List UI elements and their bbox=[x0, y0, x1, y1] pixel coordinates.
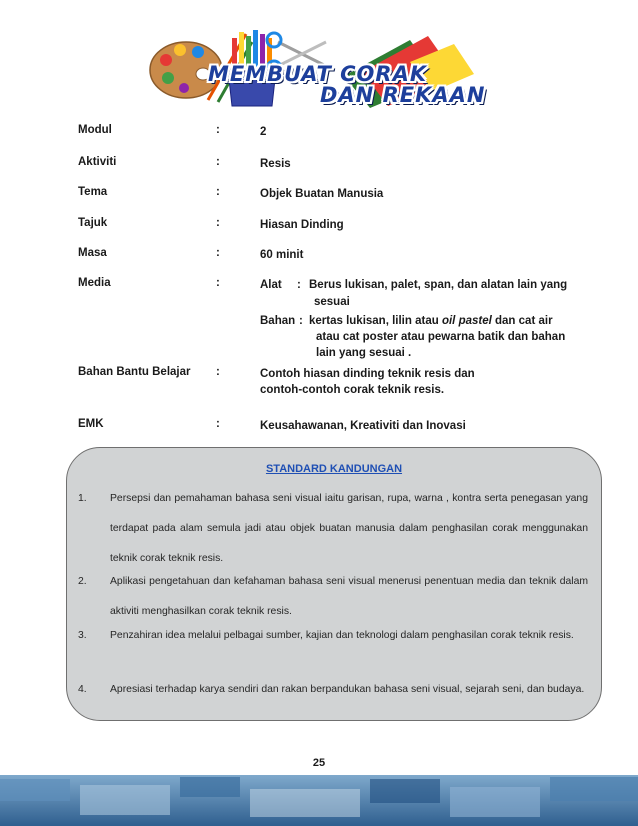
item-number: 3. bbox=[78, 630, 87, 641]
info-colon: : bbox=[216, 217, 220, 229]
item-text: Aplikasi pengetahuan dan kefahaman bahasa seni visual menerusi penentuan media dan teknik dalam aktiviti menghasilkan corak teknik resis. bbox=[110, 576, 588, 617]
info-colon: : bbox=[216, 418, 220, 430]
item-number: 4. bbox=[78, 684, 87, 695]
info-colon: : bbox=[216, 124, 220, 136]
banner-title-line2: DAN REKAAN bbox=[320, 83, 486, 107]
banner-title bbox=[208, 62, 488, 110]
info-value bbox=[260, 366, 590, 398]
info-colon: : bbox=[216, 186, 220, 198]
bbb-line1: Contoh hiasan dinding teknik resis dan bbox=[260, 368, 475, 380]
info-label: Bahan Bantu Belajar bbox=[78, 366, 191, 378]
info-label: Aktiviti bbox=[78, 156, 117, 168]
item-text: Apresiasi terhadap karya sendiri dan rakan berpandukan bahasa seni visual, sejarah seni, dan budaya. bbox=[110, 684, 585, 695]
banner-header bbox=[148, 22, 488, 110]
item-text: Penzahiran idea melalui pelbagai sumber, kajian dan teknologi dalam penghasilan corak teknik resis. bbox=[110, 630, 574, 641]
info-label: Modul bbox=[78, 124, 112, 136]
info-colon: : bbox=[216, 366, 220, 378]
banner-title-line1: MEMBUAT CORAK bbox=[208, 62, 428, 86]
item-text: Persepsi dan pemahaman bahasa seni visual iaitu garisan, rupa, warna , kontra serta penegasan yang terdapat pada alam semula jadi atau objek buatan manusia dalam penghasilan corak menggunakan teknik corak teknik resis. bbox=[110, 493, 588, 564]
item-number: 2. bbox=[78, 576, 87, 587]
info-colon: : bbox=[216, 277, 220, 289]
bahan-text-1a: kertas lukisan, lilin atau bbox=[309, 315, 439, 327]
alat-text-1: Berus lukisan, palet, span, dan alatan lain yang bbox=[309, 279, 568, 291]
bahan-text-1b: oil pastel bbox=[441, 315, 492, 327]
page-number: 25 bbox=[312, 757, 326, 769]
info-value: Resis bbox=[260, 158, 291, 170]
info-value: Objek Buatan Manusia bbox=[260, 188, 384, 200]
alat-label: Alat bbox=[260, 279, 282, 291]
info-value: Keusahawanan, Kreativiti dan Inovasi bbox=[260, 420, 466, 432]
decorative-footer-strip bbox=[0, 775, 638, 826]
info-label: Tema bbox=[78, 186, 108, 198]
info-colon: : bbox=[216, 156, 220, 168]
info-colon: : bbox=[216, 247, 220, 259]
standard-title-text: STANDARD KANDUNGAN bbox=[265, 463, 403, 475]
alat-colon: : bbox=[297, 279, 301, 291]
info-label: Tajuk bbox=[78, 217, 108, 229]
info-label: Media bbox=[78, 277, 111, 289]
info-label: Masa bbox=[78, 247, 107, 259]
bahan-text-1 bbox=[309, 313, 553, 329]
info-value: 60 minit bbox=[260, 249, 304, 261]
info-label: EMK bbox=[78, 418, 104, 430]
bahan-label: Bahan bbox=[260, 315, 296, 327]
standard-kandungan-title bbox=[0, 459, 638, 477]
bahan-text-3: lain yang sesuai . bbox=[316, 347, 412, 359]
alat-text-2: sesuai bbox=[314, 296, 350, 308]
bahan-colon: : bbox=[299, 315, 303, 327]
info-value: Hiasan Dinding bbox=[260, 219, 344, 231]
info-value: 2 bbox=[260, 126, 267, 138]
bahan-text-1c: dan cat air bbox=[495, 315, 553, 327]
item-number: 1. bbox=[78, 493, 87, 504]
bbb-line2: contoh-contoh corak teknik resis. bbox=[260, 384, 445, 396]
bahan-text-2: atau cat poster atau pewarna batik dan bahan bbox=[316, 331, 566, 343]
